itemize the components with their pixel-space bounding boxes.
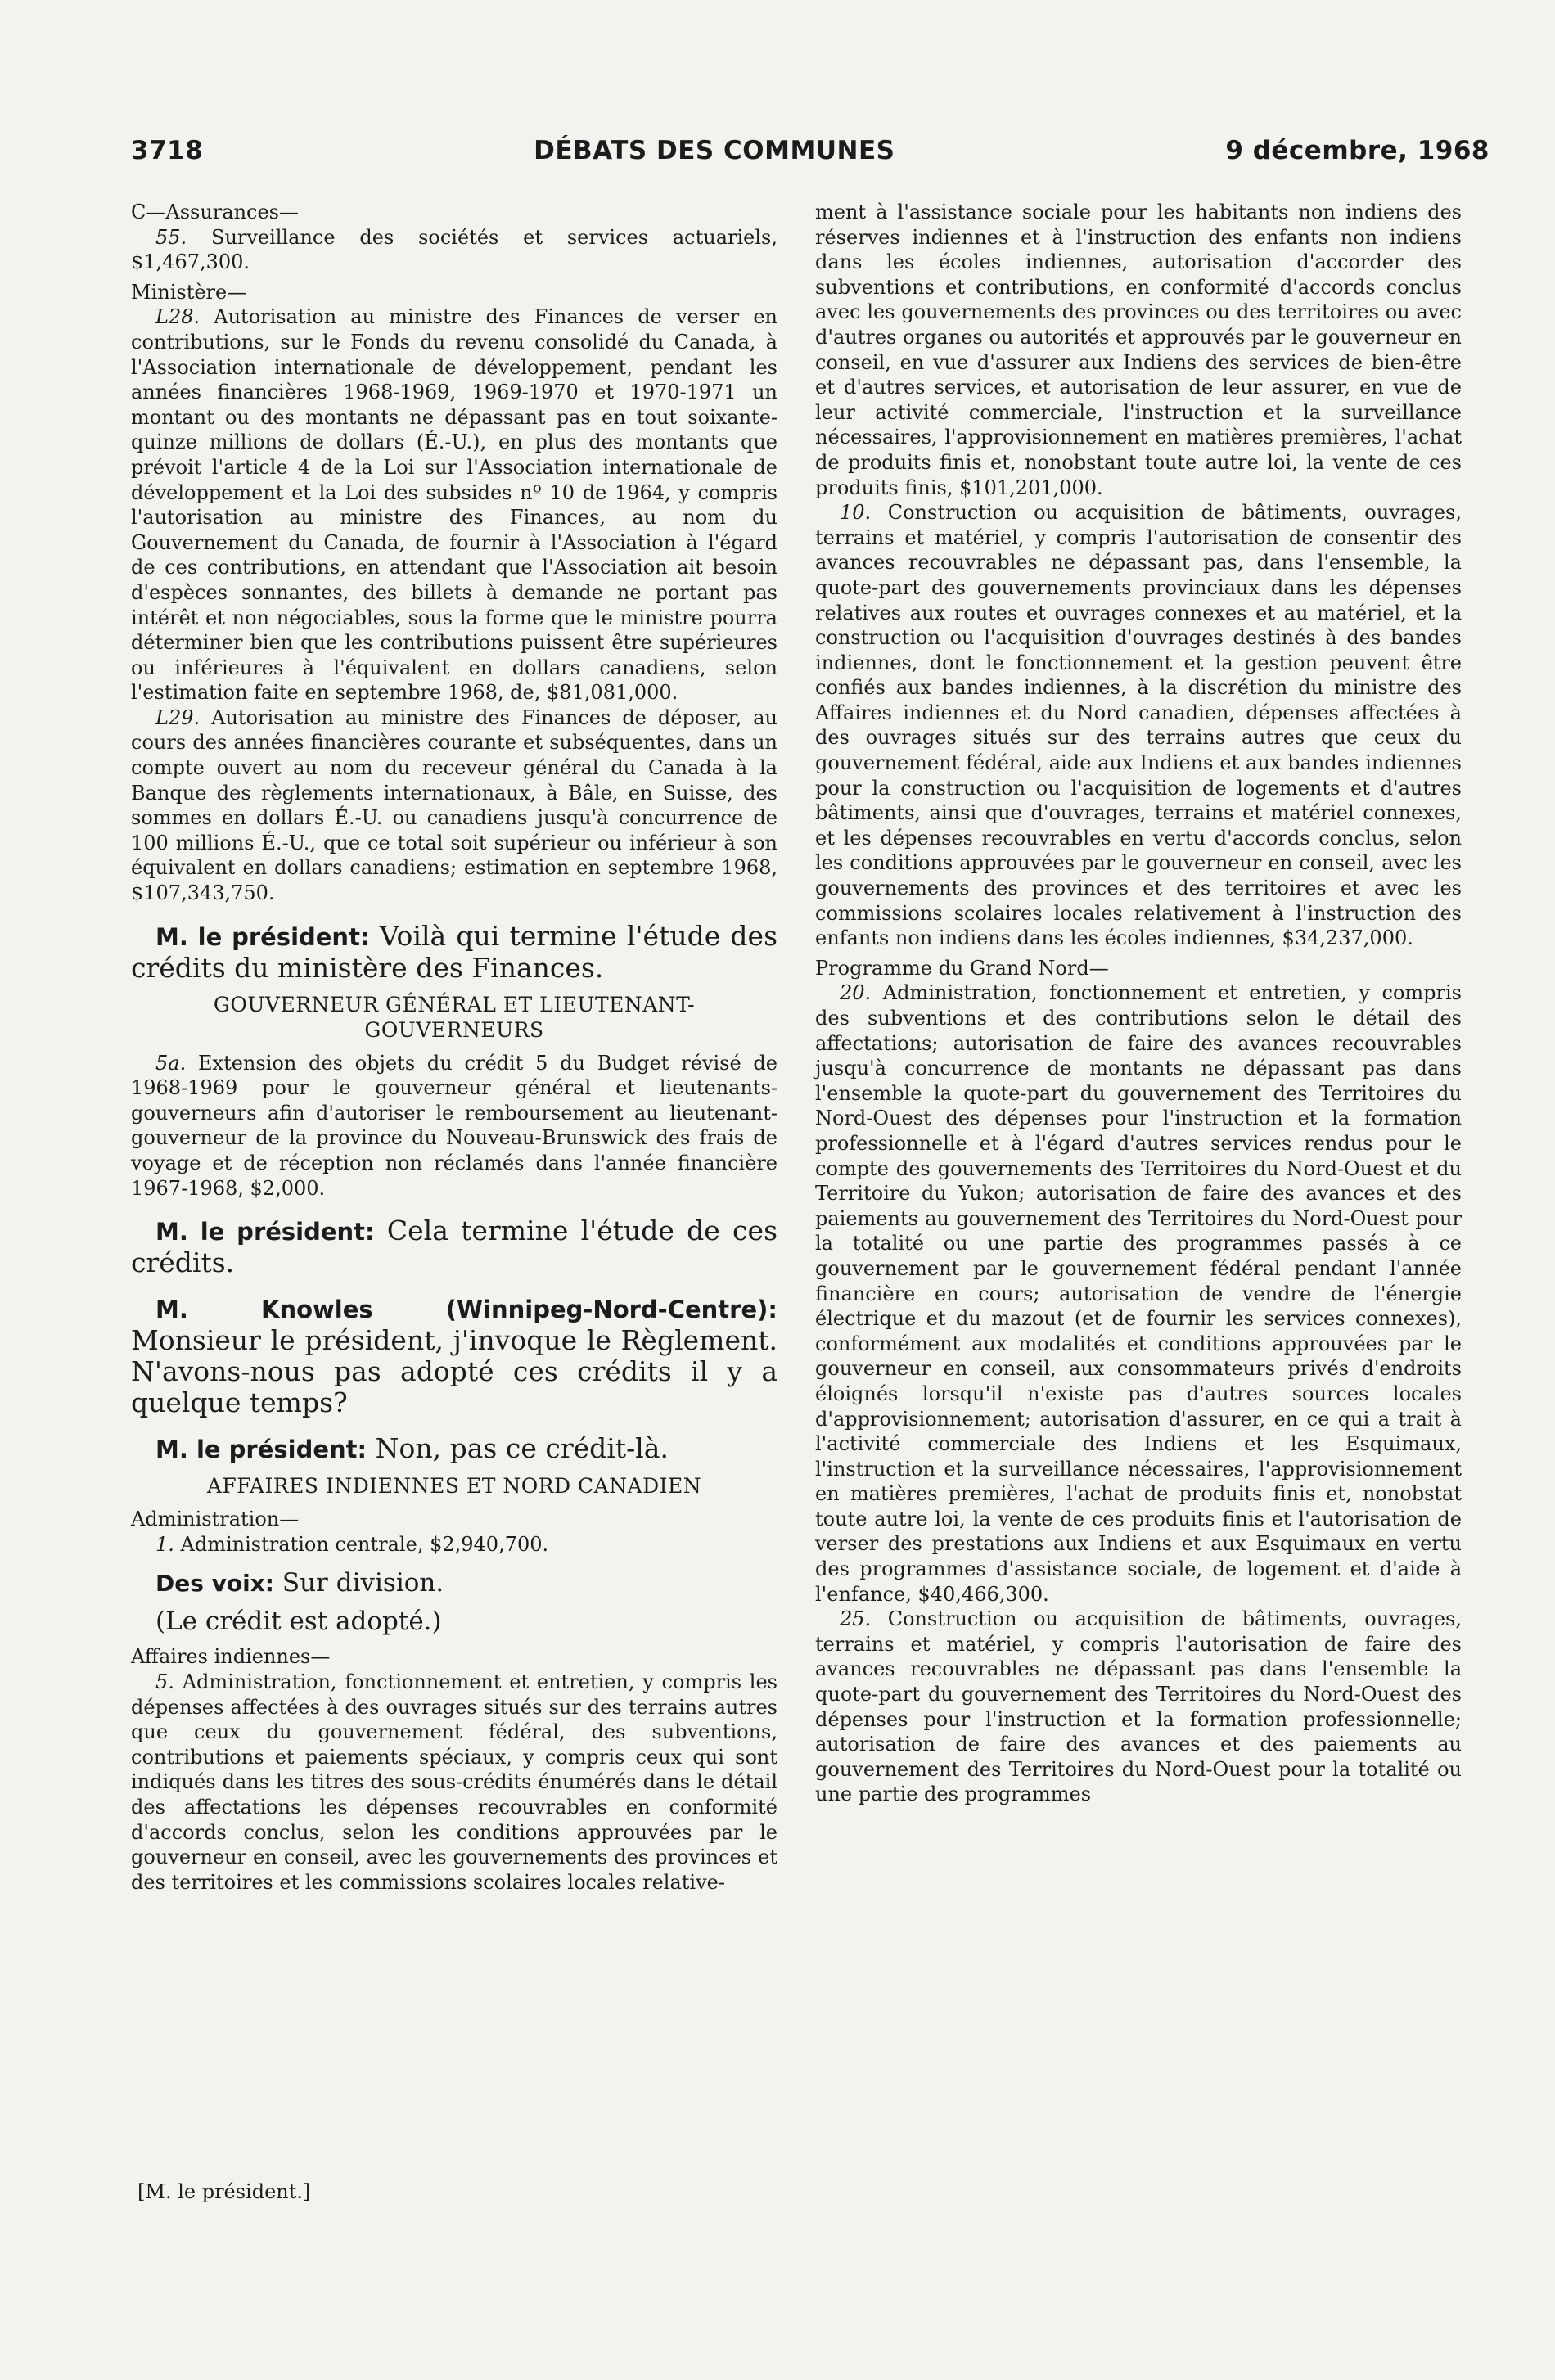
vote-number: 20. — [840, 981, 872, 1005]
vote-10 — [815, 500, 1462, 951]
vote-number: 55. — [156, 225, 187, 249]
label-ministere: Ministère— — [131, 280, 247, 304]
speech-president-2 — [131, 1215, 778, 1278]
speaker-name: M. le président: — [156, 1436, 367, 1464]
vote-text: Surveillance des sociétés et services actuariels, $1,467,300. — [131, 225, 778, 274]
speech-text: Voilà qui termine l'étude des crédits du ministère des Finances. — [131, 919, 778, 984]
speech-knowles — [131, 1293, 778, 1418]
speech-text: Sur division. — [282, 1568, 444, 1598]
page-number: 3718 — [131, 136, 204, 165]
speech-text: Cela termine l'étude de ces crédits. — [131, 1215, 778, 1279]
heading-affaires: AFFAIRES INDIENNES ET NORD CANADIEN — [206, 1474, 702, 1499]
vote-5 — [131, 1670, 778, 1895]
vote-20 — [815, 980, 1462, 1607]
vote-number: 1. — [156, 1532, 174, 1556]
adopted-note: (Le crédit est adopté.) — [156, 1607, 442, 1637]
vote-l29 — [131, 705, 778, 906]
vote-text: Construction ou acquisition de bâtiments, ouvrages, terrains et matériel, y compris l'autorisation de consentir des avances recouvrables ne dépassant pas, dans l'ensemble, la quote-part des gouvernements provinciaux dans les dépenses relatives aux routes et ouvrages connexes et au matériel, et la construction ou l'acquisition d'ouvrages destinés à des bandes indiennes, dont le fonctionnement et la gestion peuvent être confiés aux bandes indiennes, à la discrétion du ministre des Affaires indiennes et du Nord canadien, dépenses affectées à des ouvrages situés sur des terrains autres que ceux du gouvernement fédéral, aide aux Indiens et aux bandes indiennes pour la construction ou l'acquisition de logements et d'autres bâtiments, ainsi que d'ouvrages, terrains et matériel connexes, et les dépenses recouvrables en vertu d'accords conclus, selon les conditions approuvées par le gouverneur en conseil, avec les gouvernements des provinces et des territoires et avec les commissions scolaires locales relativement à l'instruction des enfants non indiens dans les écoles indiennes, $34,237,000. — [815, 501, 1462, 950]
speaker-name: M. le président: — [156, 922, 370, 951]
label-assurances: C—Assurances— — [131, 201, 299, 223]
vote-number: 5. — [156, 1670, 174, 1693]
label-administration: Administration— — [131, 1508, 300, 1531]
vote-1 — [131, 1532, 778, 1557]
vote-number: 10. — [840, 501, 872, 525]
vote-number: L28. — [156, 305, 201, 329]
vote-text: Construction ou acquisition de bâtiments, ouvrages, terrains et matériel, y compris l'autorisation de faire des avances recouvrables ne dépassant pas dans l'ensemble la quote-part du gouvernement des Territoires du Nord-Ouest des dépenses pour l'instruction et la formation professionnelle; autorisation de faire des avances et des paiements au gouvernement des Territoires du Nord-Ouest pour la totalité ou une partie des programmes — [815, 1607, 1462, 1806]
speaker-name: M. le président: — [156, 1218, 375, 1246]
vote-5-continued: ment à l'assistance sociale pour les habitants non indiens des réserves indiennes et à l'instruction des enfants non indiens dans les écoles indiennes, autorisation d'accorder des subventions et contributions, en conformité d'accords conclus avec les gouvernements des provinces ou des territoires ou avec d'autres organes ou autorités et approuvés par le gouverneur en conseil, en vue d'assurer aux Indiens des services de bien-être et d'autres services, et autorisation de leur assurer, en vue de leur activité commerciale, l'instruction et la surveillance nécessaires, l'approvisionnement en matières premières, l'achat de produits finis et, nonobstant toute autre loi, la vente de ces produits finis, $101,201,000. — [815, 201, 1462, 499]
label-affaires-indiennes: Affaires indiennes— — [131, 1645, 331, 1669]
label-grand-nord: Programme du Grand Nord— — [815, 956, 1109, 980]
page-date: 9 décembre, 1968 — [1225, 136, 1490, 165]
vote-25 — [815, 1607, 1462, 1807]
speech-text: Monsieur le président, j'invoque le Règlement. N'avons-nous pas adopté ces crédits il y a quelque temps? — [131, 1324, 778, 1419]
vote-number: 5a. — [156, 1051, 187, 1075]
speech-voices — [131, 1566, 778, 1600]
speaker-name: M. Knowles (Winnipeg-Nord-Centre): — [156, 1296, 778, 1324]
left-column — [131, 200, 778, 1895]
vote-text: Administration, fonctionnement et entretien, y compris les dépenses affectées à des ouvrages situés sur des terrains autres que ceux du gouvernement fédéral, des subventions, contributions et paiements spéciaux, y compris ceux qui sont indiqués dans les titres des sous-crédits énumérés dans le détail des affectations les dépenses recouvrables en conformité d'accords conclus, selon les conditions approuvées par le gouverneur en conseil, avec les gouvernements des provinces et des territoires et les commissions scolaires locales relative- — [131, 1670, 778, 1894]
running-header — [131, 136, 1490, 172]
right-column — [815, 200, 1462, 1807]
vote-text: Autorisation au ministre des Finances de verser en contributions, sur le Fonds du revenu consolidé du Canada, à l'Association internationale de développement, pendant les années financières 1968-1969, 1969-1970 et 1970-1971 un montant ou des montants ne dépassant pas en tout soixante-quinze millions de dollars (É.-U.), en plus des montants que prévoit l'article 4 de la Loi sur l'Association internationale de développement et la Loi des subsides nº 10 de 1964, y compris l'autorisation au ministre des Finances, au nom du Gouvernement du Canada, de fournir à l'Association à l'égard de ces contributions, en attendant que l'Association ait besoin d'espèces sonnantes, des billets à demande ne portant pas intérêt et non négociables, sous la forme que le ministre pourra déterminer bien que les contributions puissent être supérieures ou inférieures à l'équivalent en dollars canadiens, selon l'estimation faite en septembre 1968, de, $81,081,000. — [131, 305, 778, 705]
vote-text: Administration, fonctionnement et entretien, y compris des subventions et des contributions selon le détail des affectations; autorisation de faire des avances recouvrables jusqu'à concurrence de montants ne dépassant pas dans l'ensemble la quote-part du gouvernement des Territoires du Nord-Ouest des dépenses pour l'instruction et la formation professionnelle et à l'égard d'autres services rendus pour le compte des gouvernements des Territoires du Nord-Ouest et du Territoire du Yukon; autorisation de faire des avances et des paiements au gouvernement des Territoires du Nord-Ouest pour la totalité ou une partie des programmes passés à ce gouvernement par le gouvernement fédéral pendant l'année financière en cours; autorisation de vendre de l'énergie électrique et du mazout (et de fournir les services connexes), conformément aux modalités et conditions approuvées par le gouverneur en conseil, aux consommateurs privés d'endroits éloignés lorsqu'il n'existe pas d'autres sources locales d'approvisionnement; autorisation d'assurer, en ce qui a trait à l'activité commerciale des Indiens et les Esquimaux, l'instruction et la surveillance nécessaires, l'approvisionnement en matières premières, l'achat de produits finis et, nonobstat toute autre loi, la vente de ces produits finis et l'autorisation de verser des prestations aux Indiens et aux Esquimaux en vertu des programmes d'assistance sociale, de logement et d'aide à l'enfance, $40,466,300. — [815, 981, 1462, 1606]
vote-l28 — [131, 304, 778, 705]
vote-number: 25. — [840, 1607, 872, 1631]
speech-president-3 — [131, 1433, 778, 1465]
vote-number: L29. — [156, 705, 201, 729]
vote-5a — [131, 1051, 778, 1201]
vote-text: Autorisation au ministre des Finances de déposer, au cours des années financières courante et subséquentes, dans un compte ouvert au nom du receveur général du Canada à la Banque des règlements internationaux, à Bâle, en Suisse, des sommes en dollars É.-U. ou canadiens jusqu'à concurrence de 100 millions É.-U., que ce total soit supérieur ou inférieur à son équivalent en dollars canadiens; estimation en septembre 1968, $107,343,750. — [131, 705, 778, 905]
vote-55 — [131, 225, 778, 275]
vote-text: Administration centrale, $2,940,700. — [180, 1532, 549, 1556]
heading-gouverneur: GOUVERNEUR GÉNÉRAL ET LIEUTENANT-GOUVERNEURS — [213, 992, 696, 1042]
speaker-name: Des voix: — [156, 1570, 274, 1598]
footer-speaker-note: [M. le président.] — [137, 2180, 311, 2203]
speech-text: Non, pas ce crédit-là. — [375, 1432, 669, 1465]
speech-president-1 — [131, 921, 778, 984]
publication-title: DÉBATS DES COMMUNES — [534, 136, 895, 165]
vote-text: Extension des objets du crédit 5 du Budget révisé de 1968-1969 pour le gouverneur général et lieutenants-gouverneurs afin d'autoriser le remboursement au lieutenant-gouverneur de la province du Nouveau-Brunswick des frais de voyage et de réception non réclamés dans l'année financière 1967-1968, $2,000. — [131, 1051, 778, 1200]
